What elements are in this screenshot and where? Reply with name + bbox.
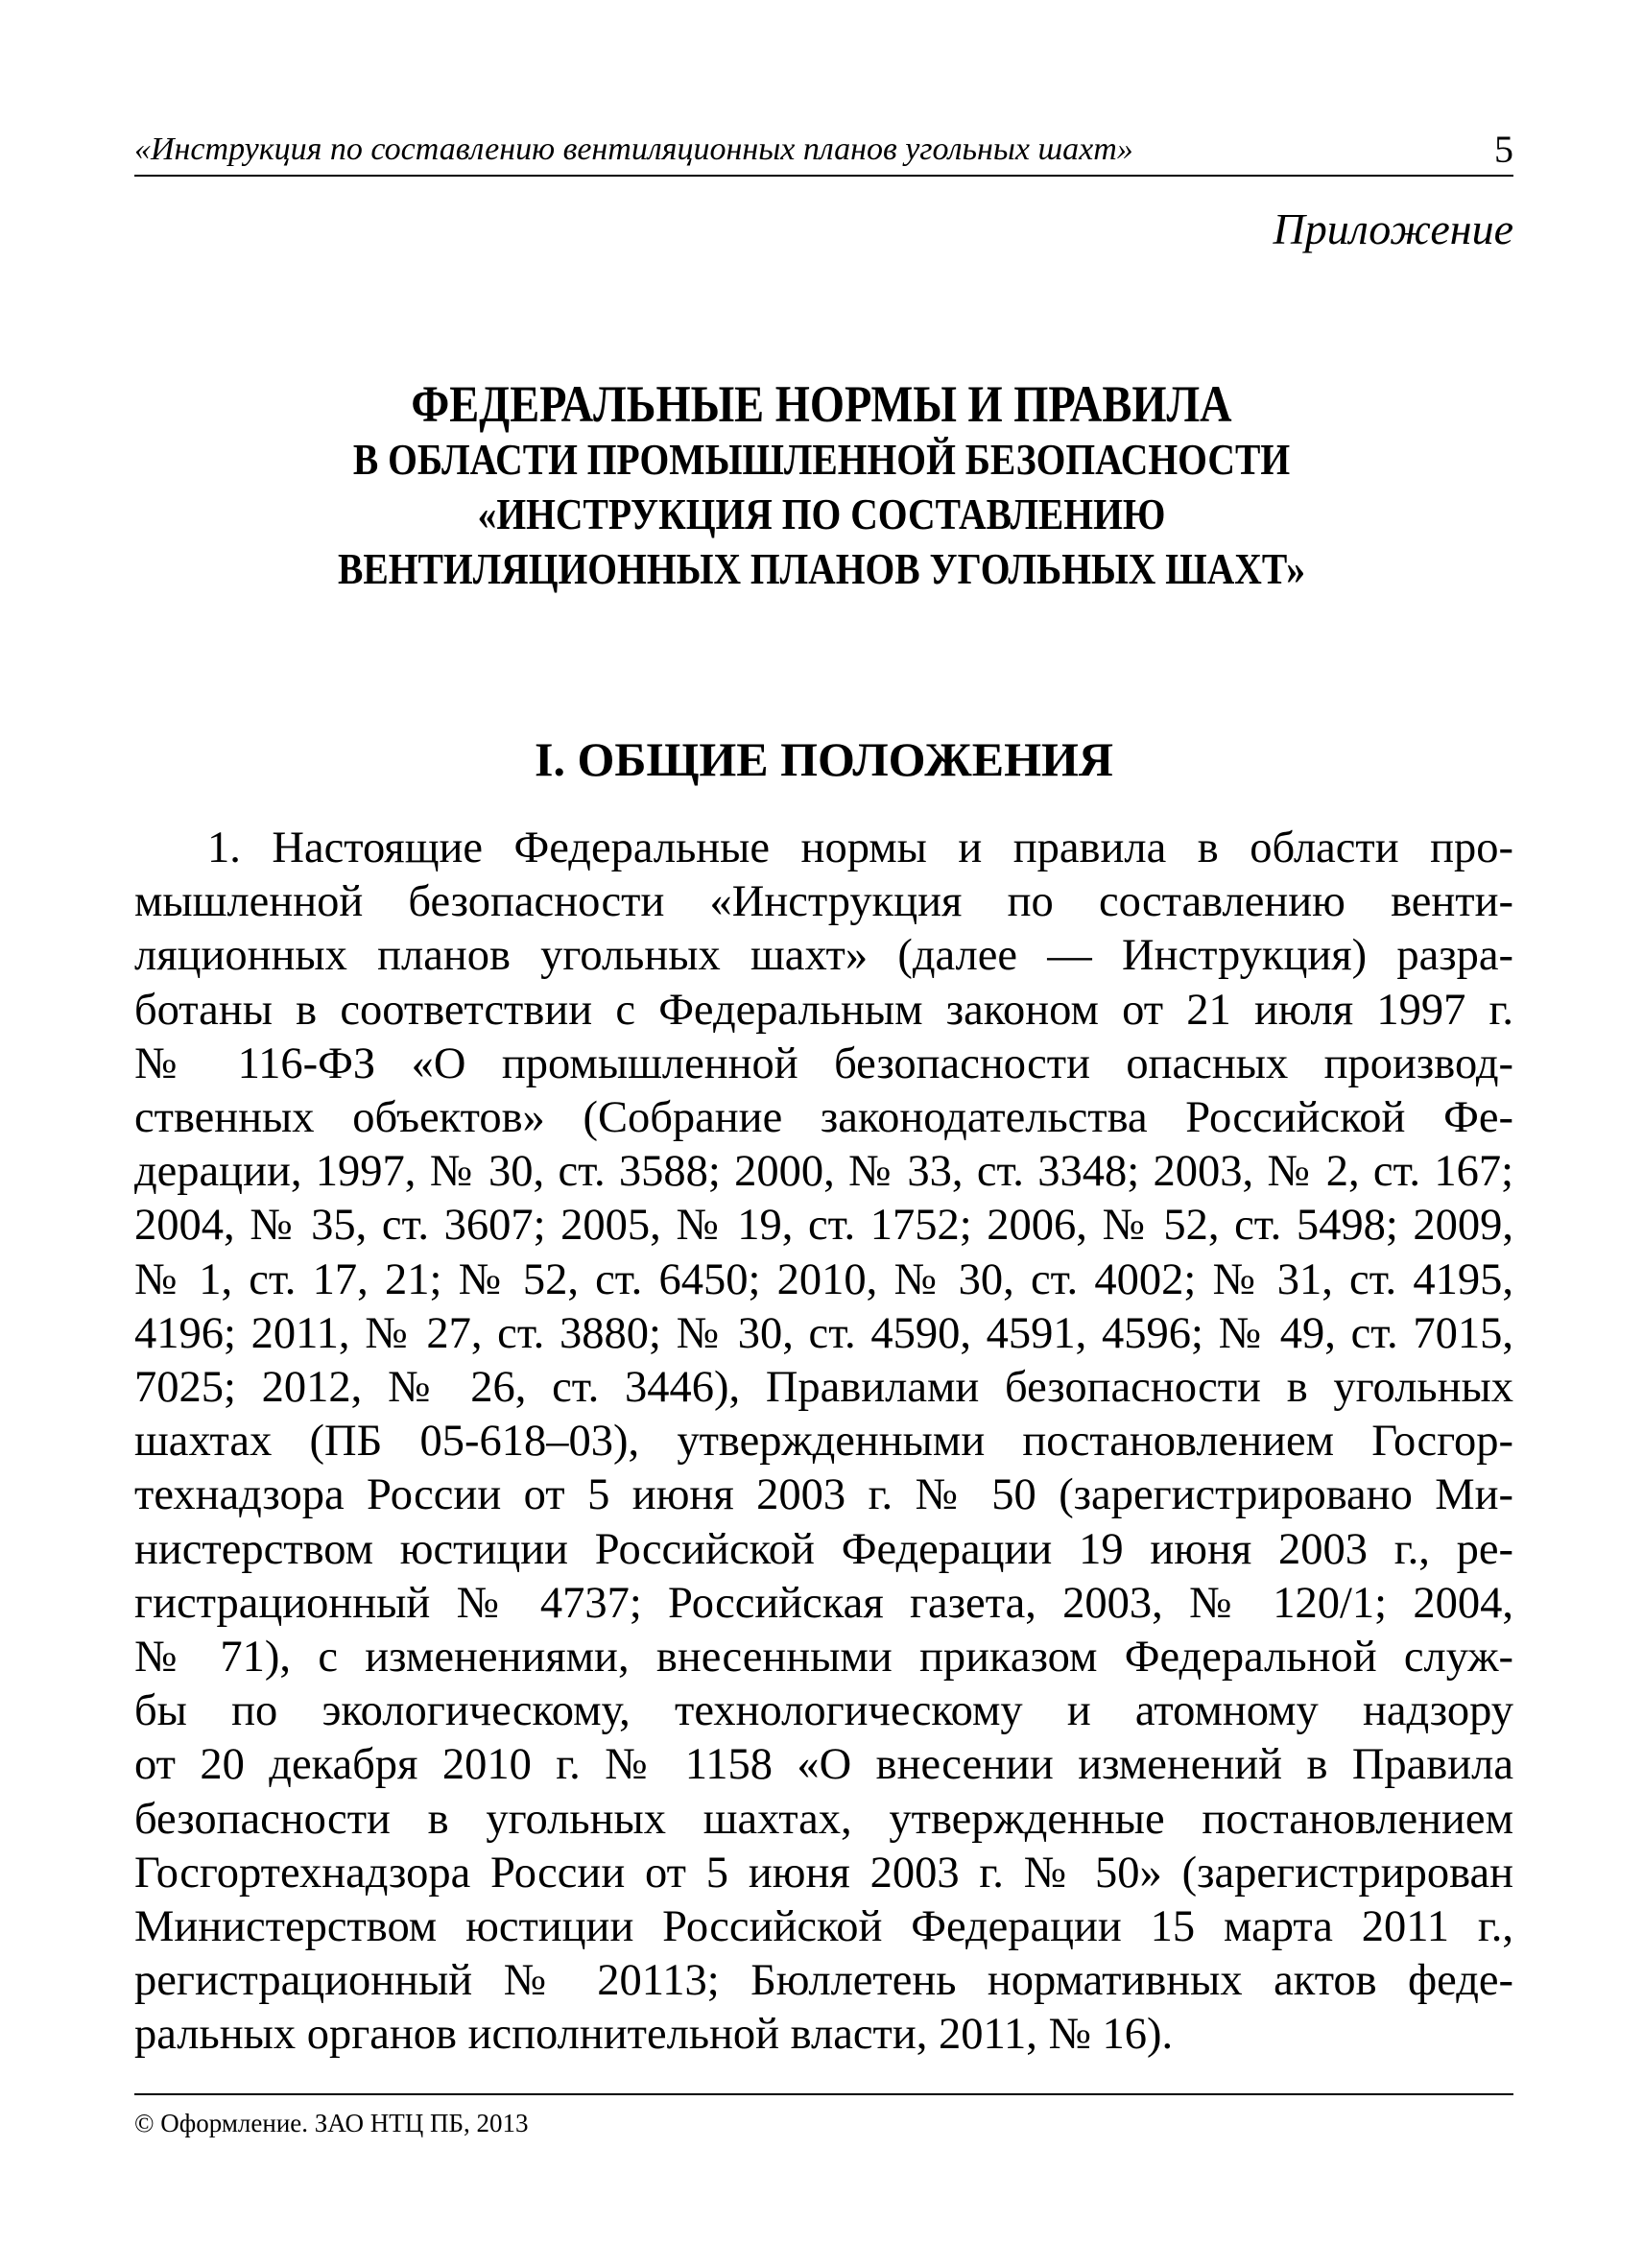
running-header-title: «Инструкция по составлению вентиляционных планов угольных шахт» xyxy=(134,131,1133,167)
footer-divider xyxy=(134,2093,1513,2095)
appendix-label: Приложение xyxy=(1273,204,1513,253)
paragraph-line: нистерством юстиции Российской Федерации 19 июня 2003 г., ре- xyxy=(134,1524,1513,1574)
document-title xyxy=(280,377,1363,596)
document-title-line: ФЕДЕРАЛЬНЫЕ НОРМЫ И ПРАВИЛА xyxy=(411,375,1232,433)
section-heading: I. ОБЩИЕ ПОЛОЖЕНИЯ xyxy=(535,732,1113,786)
paragraph-line: технадзора России от 5 июня 2003 г. № 50 (зарегистрировано Ми- xyxy=(134,1470,1513,1520)
paragraph-line: мышленной безопасности «Инструкция по составлению венти- xyxy=(134,877,1513,927)
paragraph-line: 7025; 2012, № 26, ст. 3446), Правилами безопасности в угольных xyxy=(134,1363,1513,1413)
paragraph-line: 4196; 2011, № 27, ст. 3880; № 30, ст. 4590, 4591, 4596; № 49, ст. 7015, xyxy=(134,1308,1513,1358)
running-header xyxy=(134,125,1513,177)
paragraph-line: дерации, 1997, № 30, ст. 3588; 2000, № 33, ст. 3348; 2003, № 2, ст. 167; xyxy=(134,1147,1513,1197)
paragraph-1 xyxy=(134,822,1513,2063)
document-title-line: В ОБЛАСТИ ПРОМЫШЛЕННОЙ БЕЗОПАСНОСТИ xyxy=(352,435,1291,484)
paragraph-line: ляционных планов угольных шахт» (далее — Инструкция) разра- xyxy=(134,931,1513,981)
paragraph-line: 1. Настоящие Федеральные нормы и правила в области про- xyxy=(207,824,1513,872)
paragraph-line: ственных объектов» (Собрание законодательства Российской Фе- xyxy=(134,1093,1513,1143)
paragraph-line: Госгортехнадзора России от 5 июня 2003 г. № 50» (зарегистрирован xyxy=(134,1848,1513,1898)
paragraph-line: шахтах (ПБ 05-618–03), утвержденными постановлением Госгор- xyxy=(134,1417,1513,1467)
paragraph-line: безопасности в угольных шахтах, утвержденные постановлением xyxy=(134,1794,1513,1844)
copyright-notice: © Оформление. ЗАО НТЦ ПБ, 2013 xyxy=(134,2109,529,2137)
paragraph-line: бы по экологическому, технологическому и атомному надзору xyxy=(134,1686,1513,1736)
paragraph-line: № 116-ФЗ «О промышленной безопасности опасных производ- xyxy=(134,1039,1513,1088)
paragraph-line: ботаны в соответствии с Федеральным законом от 21 июля 1997 г. xyxy=(134,985,1513,1035)
paragraph-line: № 71), с изменениями, внесенными приказом Федеральной служ- xyxy=(134,1633,1513,1683)
paragraph-line: регистрационный № 20113; Бюллетень нормативных актов феде- xyxy=(134,1956,1513,2006)
paragraph-line: 2004, № 35, ст. 3607; 2005, № 19, ст. 1752; 2006, № 52, ст. 5498; 2009, xyxy=(134,1201,1513,1251)
paragraph-line: от 20 декабря 2010 г. № 1158 «О внесении изменений в Правила xyxy=(134,1740,1513,1790)
document-title-line: «ИНСТРУКЦИЯ ПО СОСТАВЛЕНИЮ xyxy=(477,489,1166,538)
paragraph-line: № 1, ст. 17, 21; № 52, ст. 6450; 2010, № 30, ст. 4002; № 31, ст. 4195, xyxy=(134,1254,1513,1304)
paragraph-line: ральных органов исполнительной власти, 2011, № 16). xyxy=(134,2010,1174,2060)
page-number: 5 xyxy=(1494,128,1513,171)
paragraph-line: Министерством юстиции Российской Федерации 15 марта 2011 г., xyxy=(134,1902,1513,1952)
document-title-line: ВЕНТИЛЯЦИОННЫХ ПЛАНОВ УГОЛЬНЫХ ШАХТ» xyxy=(337,544,1306,593)
paragraph-line: гистрационный № 4737; Российская газета, 2003, № 120/1; 2004, xyxy=(134,1578,1513,1628)
